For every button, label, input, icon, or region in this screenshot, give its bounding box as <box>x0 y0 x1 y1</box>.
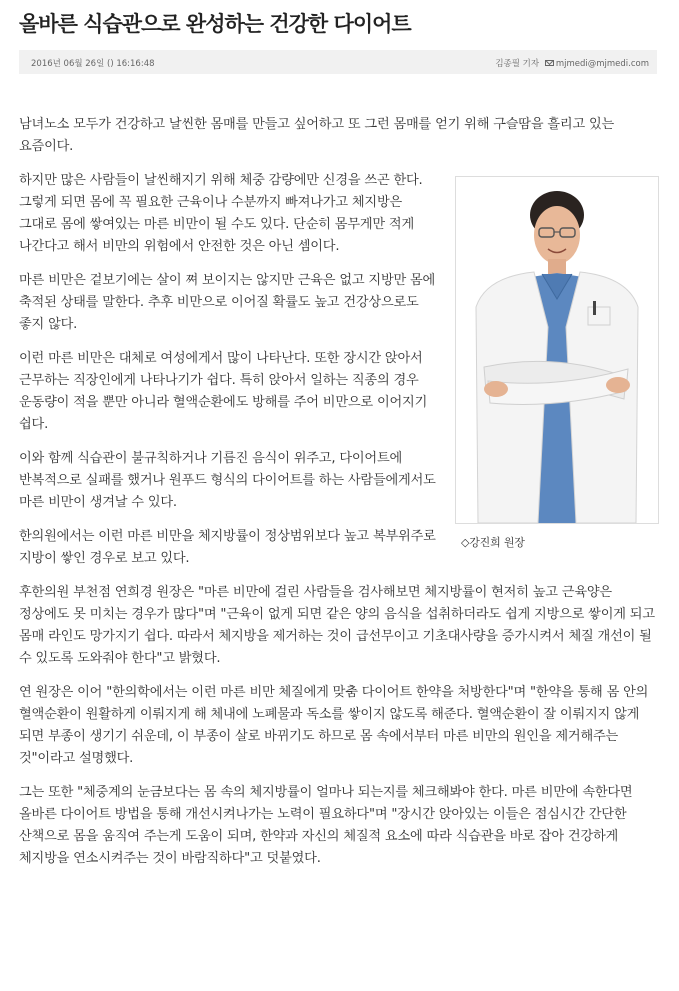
doctor-photo <box>455 176 659 524</box>
reporter-info <box>495 57 649 69</box>
paragraph-1: 남녀노소 모두가 건강하고 날씬한 몸매를 만들고 싶어하고 또 그런 몸매를 얻기 위해 구슬땀을 흘리고 있는 요즘이다. <box>19 117 615 154</box>
paragraph-5: 이와 함께 식습관이 불규칙하거나 기름진 음식이 위주고, 다이어트에 반복적으로 실패를 했거나 원푸드 형식의 다이어트를 하는 사람들에게서도 마른 비만이 생겨날 수 있다. <box>19 451 436 510</box>
publish-date: 2016년 06월 26일 () 16:16:48 <box>31 59 155 69</box>
paragraph-8: 연 원장은 이어 "한의학에서는 이런 마른 비만 체질에게 맞춤 다이어트 한약을 처방한다"며 "한약을 통해 몸 안의 혈액순환이 원활하게 이뤄지게 해 체내에 노폐물과 독소를 쌓이지 않도록 해준다. 혈액순환이 잘 이뤄지지 않게 되면 부종이 생기기 쉬운데, 이 부종이 살로 바뀌기도 하므로 몸 속에서부터 마른 비만의 원인을 제거해주는 것"이라고 설명했다. <box>19 685 649 766</box>
article-meta-bar <box>19 50 657 74</box>
paragraph-4: 이런 마른 비만은 대체로 여성에게서 많이 나타난다. 또한 장시간 앉아서 근무하는 직장인에게 나타나기가 쉽다. 특히 앉아서 일하는 직종의 경우 운동량이 적을 뿐만 아니라 혈액순환에도 방해를 주어 비만으로 이어지기 쉽다. <box>19 351 428 432</box>
article-body <box>19 114 659 882</box>
photo-figure <box>455 176 665 554</box>
reporter-email-link[interactable]: mjmedi@mjmedi.com <box>555 59 649 69</box>
article-title: 올바른 식습관으로 완성하는 건강한 다이어트 <box>19 12 411 36</box>
doctor-illustration <box>456 177 658 523</box>
photo-caption: ◇강진희 원장 <box>461 536 525 549</box>
paragraph-9: 그는 또한 "체중계의 눈금보다는 몸 속의 체지방률이 얼마나 되는지를 체크해봐야 한다. 마른 비만에 속한다면 올바른 다이어트 방법을 통해 개선시켜나가는 노력이 필요하다"며 "장시간 앉아있는 이들은 점심시간 간단한 산책으로 몸을 움직여 주는게 도움이 되며, 한약과 자신의 체질적 요소에 따라 식습관을 바로 잡아 건강하게 체지방을 연소시켜주는 것이 바람직하다"고 덧붙였다. <box>19 785 633 866</box>
paragraph-3: 마른 비만은 겉보기에는 살이 쪄 보이지는 않지만 근육은 없고 지방만 몸에 축적된 상태를 말한다. 추후 비만으로 이어질 확률도 높고 건강상으로도 좋지 않다. <box>19 273 436 332</box>
paragraph-2: 하지만 많은 사람들이 날씬해지기 위해 체중 감량에만 신경을 쓰곤 한다. 그렇게 되면 몸에 꼭 필요한 근육이나 수분까지 빠져나가고 체지방은 그대로 몸에 쌓여있는 마른 비만이 될 수도 있다. 단순히 몸무게만 적게 나간다고 해서 비만의 위험에서 안전한 것은 아닌 셈이다. <box>19 173 423 254</box>
paragraph-6: 한의원에서는 이런 마른 비만을 체지방률이 정상범위보다 높고 복부위주로 지방이 쌓인 경우로 보고 있다. <box>19 529 436 566</box>
reporter-name: 김종필 기자 <box>495 59 540 69</box>
paragraph-7: 후한의원 부천점 연희경 원장은 "마른 비만에 걸린 사람들을 검사해보면 체지방률이 현저히 높고 근육양은 정상에도 못 미치는 경우가 많다"며 "근육이 없게 되면 같은 양의 음식을 섭취하더라도 쉽게 지방으로 쌓이게 되고 몸매 라인도 망가지기 쉽다. 따라서 체지방을 제거하는 것이 급선무이고 기초대사량을 증가시켜서 체질 개선이 될 수 있도록 도와줘야 한다"고 밝혔다. <box>19 585 655 666</box>
email-icon <box>545 60 554 66</box>
